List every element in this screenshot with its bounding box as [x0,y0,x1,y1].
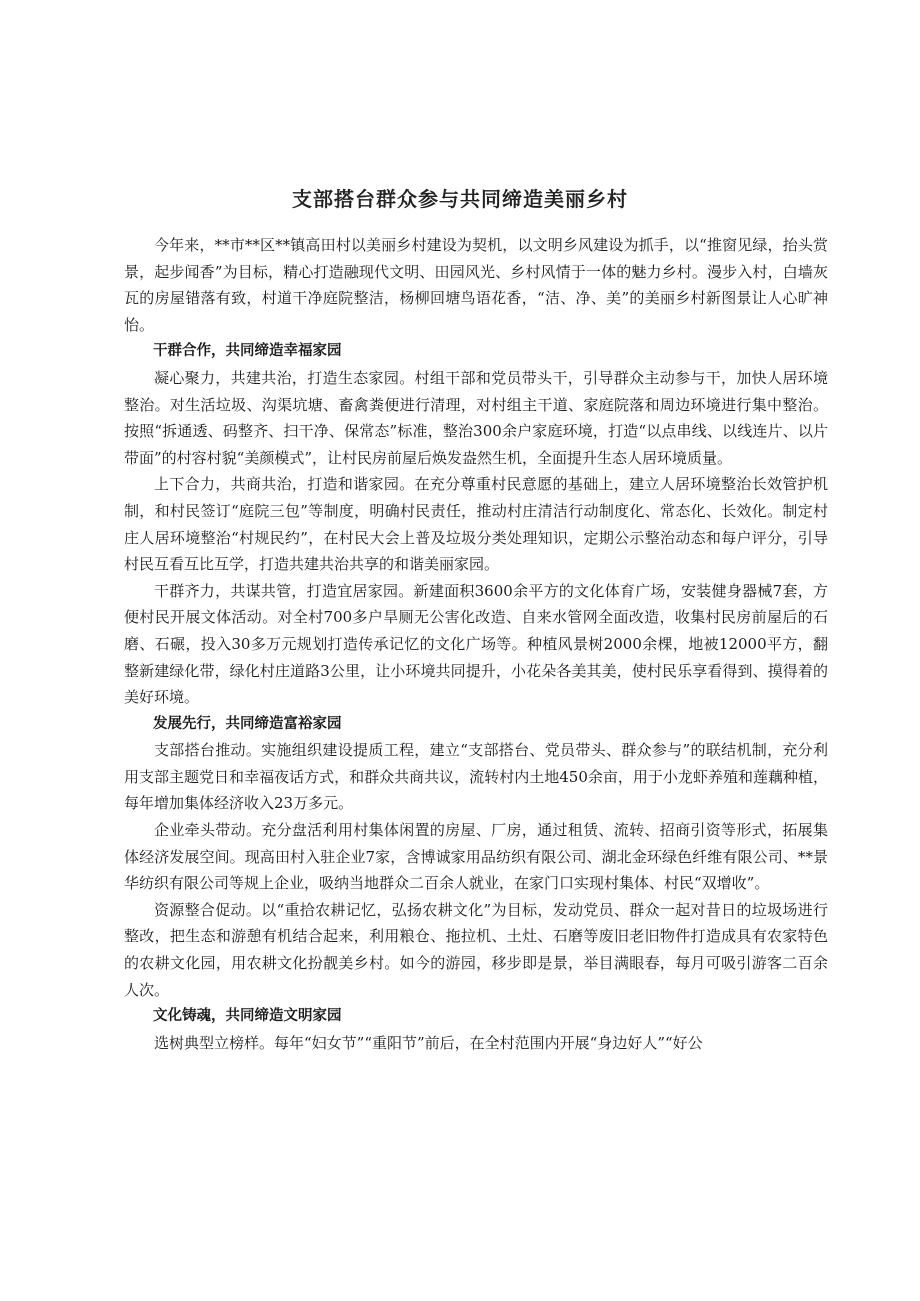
section-heading-prosperity: 发展先行，共同缔造富裕家园 [153,715,342,732]
section-heading-harmony: 干群合作，共同缔造幸福家园 [153,343,342,360]
paragraph-party-branch: 支部搭台推动。实施组织建设提质工程，建立“支部搭台、党员带头、群众参与”的联结机制，充分利用支部主题党日和幸福夜话方式，和群众共商共议，流转村内土地450余亩，用于小龙虾养殖和莲藕种植，每年增加集体经济收入23万多元。 [124,741,828,813]
intro-paragraph: 今年来，**市**区**镇高田村以美丽乡村建设为契机，以文明乡风建设为抓手，以“推窗见绿，抬头赏景，起步闻香”为目标，精心打造融现代文明、田园风光、乡村风情于一体的魅力乡村。漫步入村，白墙灰瓦的房屋错落有致，村道干净庭院整洁，杨柳回塘鸟语花香，“洁、净、美”的美丽乡村新图景让人心旷神怡。 [124,236,828,334]
paragraph-role-models: 选树典型立榜样。每年“妇女节”“重阳节”前后，在全村范围内开展“身边好人”“好公 [154,1033,703,1052]
paragraph-resources: 资源整合促动。以“重拾农耕记忆，弘扬农耕文化”为目标，发动党员、群众一起对昔日的垃圾场进行整改，把生态和游憩有机结合起来，利用粮仓、拖拉机、土灶、石磨等废旧老旧物件打造成具有农家特色的农耕文化园，用农耕文化扮靓美乡村。如今的游园，移步即是景，举目满眼春，每月可吸引游客二百余人次。 [124,900,828,999]
paragraph-governance: 上下合力，共商共治，打造和谐家园。在充分尊重村民意愿的基础上，建立人居环境整治长效管护机制，和村民签订“庭院三包”等制度，明确村民责任，推动村庄清洁行动制度化、常态化、长效化。制定村庄人居环境整治“村规民约”，在村民大会上普及垃圾分类处理知识，定期公示整治动态和每户评分，引导村民互看互比互学，打造共建共治共享的和谐美丽家园。 [124,475,828,574]
section-heading-culture: 文化铸魂，共同缔造文明家园 [153,1008,342,1025]
page-title: 支部搭台群众参与共同缔造美丽乡村 [292,187,628,212]
article-body [124,232,828,1056]
paragraph-ecology: 凝心聚力，共建共治，打造生态家园。村组干部和党员带头干，引导群众主动参与干，加快人居环境整治。对生活垃圾、沟渠坑塘、畜禽粪便进行清理，对村组主干道、家庭院落和周边环境进行集中整治。按照“拆通透、码整齐、扫干净、保常态”标准，整治300余户家庭环境，打造“以点串线、以线连片、以片带面”的村容村貌“美颜模式”，让村民房前屋后焕发盎然生机，全面提升生态人居环境质量。 [124,368,828,467]
paragraph-enterprise: 企业牵头带动。充分盘活利用村集体闲置的房屋、厂房，通过租赁、流转、招商引资等形式，拓展集体经济发展空间。现高田村入驻企业7家，含博诚家用品纺织有限公司、湖北金环绿色纤维有限公司、**景华纺织有限公司等规上企业，吸纳当地群众二百余人就业，在家门口实现村集体、村民“双增收”。 [124,821,828,893]
paragraph-livable: 干群齐力，共谋共管，打造宜居家园。新建面积3600余平方的文化体育广场，安装健身器械7套，方便村民开展文体活动。对全村700多户旱厕无公害化改造、自来水管网全面改造，收集村民房前屋后的石磨、石碾，投入30多万元规划打造传承记忆的文化广场等。种植风景树2000余棵，地被12000平方，翻整新建绿化带，绿化村庄道路3公里，让小环境共同提升，小花朵各美其美，使村民乐享看得到、摸得着的美好环境。 [124,581,828,707]
